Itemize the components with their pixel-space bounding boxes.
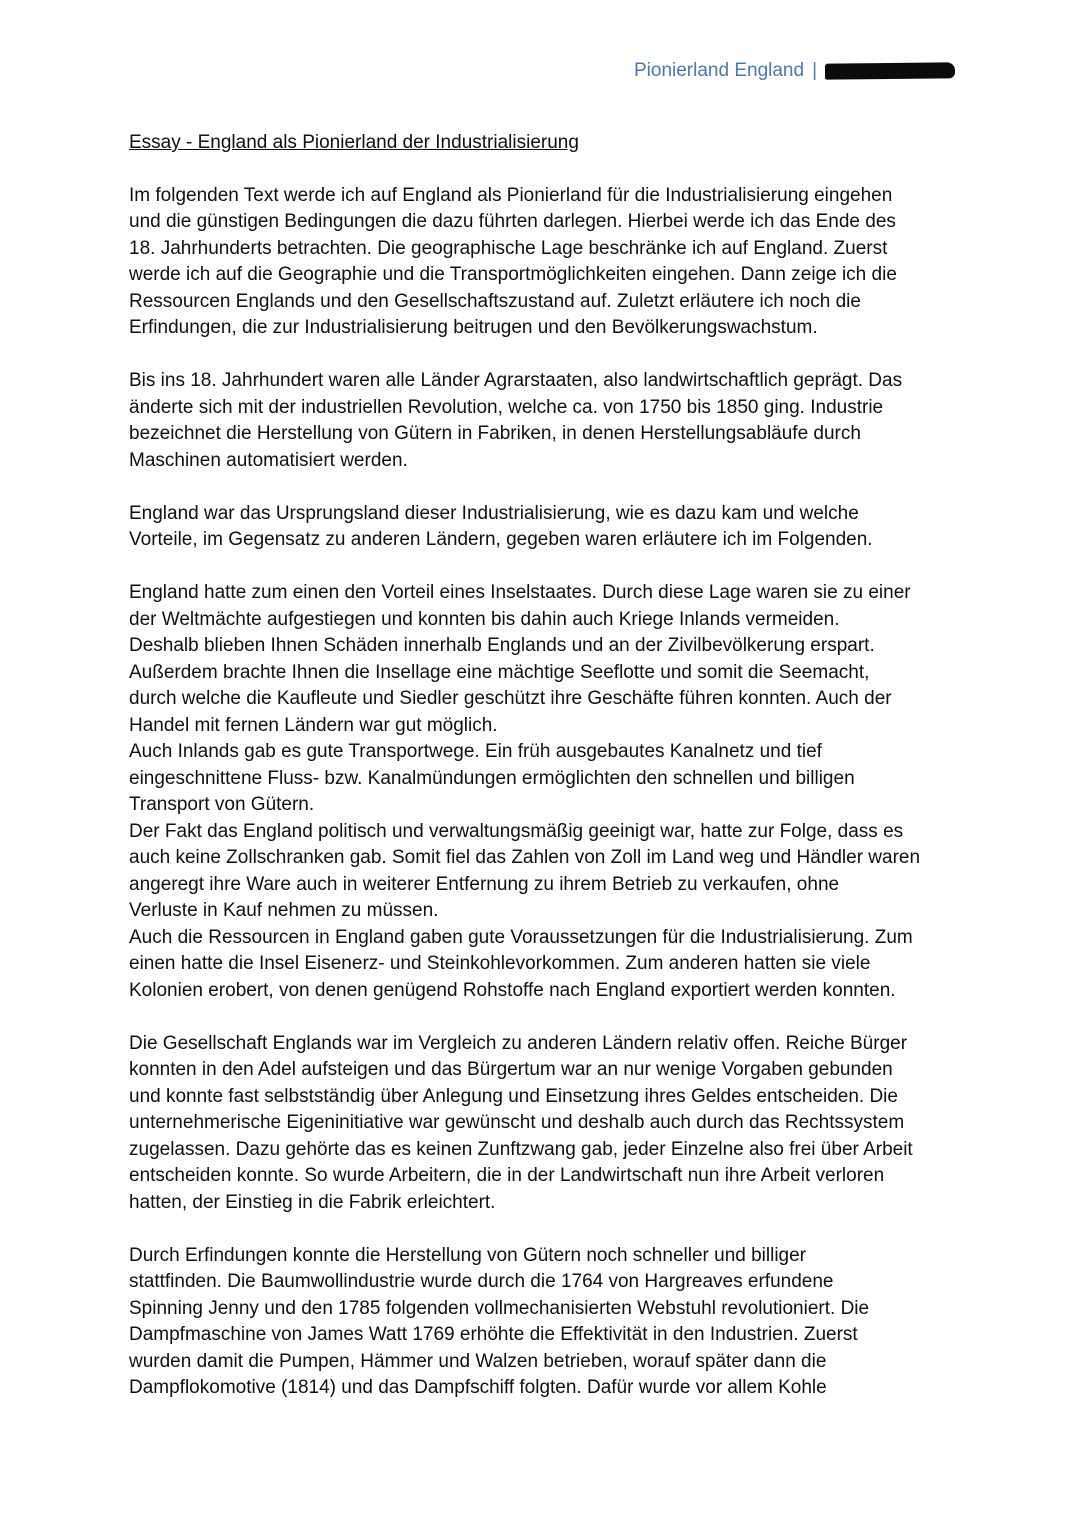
text-line: Außerdem brachte Ihnen die Insellage eine mächtige Seeflotte und somit die Seemacht,: [129, 661, 870, 683]
text-line: England hatte zum einen den Vorteil eines Inselstaates. Durch diese Lage waren sie zu einer: [129, 582, 911, 603]
paragraphs-container: [129, 183, 959, 1402]
text-line: Spinning Jenny und den 1785 folgenden vollmechanisierten Webstuhl revolutioniert. Die: [129, 1297, 870, 1319]
text-line: Bis ins 18. Jahrhundert waren alle Länder Agrarstaaten, also landwirtschaftlich geprägt. Das: [129, 370, 903, 391]
paragraph: [129, 819, 959, 925]
text-line: wurden damit die Pumpen, Hämmer und Walzen betrieben, worauf später dann die: [129, 1350, 827, 1372]
text-line: Durch Erfindungen konnte die Herstellung von Gütern noch schneller und billiger: [129, 1244, 807, 1266]
text-line: Im folgenden Text werde ich auf England als Pionierland für die Industrialisierung eingehen: [129, 184, 893, 206]
text-line: Handel mit fernen Ländern war gut möglich.: [129, 714, 498, 736]
text-line: Transport von Gütern.: [129, 794, 315, 815]
text-line: Verluste in Kauf nehmen zu müssen.: [129, 900, 439, 921]
text-line: Die Gesellschaft Englands war im Vergleich zu anderen Ländern relativ offen. Reiche Bürger: [129, 1032, 908, 1054]
text-line: Der Fakt das England politisch und verwaltungsmäßig geeinigt war, hatte zur Folge, dass es: [129, 820, 904, 842]
paragraph: [129, 580, 959, 739]
text-line: entscheiden konnte. So wurde Arbeitern, die in der Landwirtschaft nun ihre Arbeit verloren: [129, 1165, 885, 1186]
text-line: Ressourcen Englands und den Gesellschaftszustand auf. Zuletzt erläutere ich noch die: [129, 290, 861, 312]
text-line: und die günstigen Bedingungen die dazu führten darlegen. Hierbei werde ich das Ende des: [129, 211, 896, 232]
text-line: Auch Inlands gab es gute Transportwege. Ein früh ausgebautes Kanalnetz und tief: [129, 741, 822, 762]
header-title: Pionierland England: [633, 60, 805, 81]
paragraph: [129, 1031, 959, 1217]
text-line: unternehmerische Eigeninitiative war gewünscht und deshalb auch durch das Rechtssystem: [129, 1112, 905, 1133]
text-line: stattfinden. Die Baumwollindustrie wurde durch die 1764 von Hargreaves erfundene: [129, 1271, 834, 1292]
text-line: änderte sich mit der industriellen Revolution, welche ca. von 1750 bis 1850 ging. Industrie: [129, 396, 884, 418]
text-line: werde ich auf die Geographie und die Transportmöglichkeiten eingehen. Dann zeige ich die: [129, 264, 897, 285]
text-line: Maschinen automatisiert werden.: [129, 449, 408, 471]
text-line: bezeichnet die Herstellung von Gütern in Fabriken, in denen Herstellungsabläufe durch: [129, 423, 861, 444]
page-header: [634, 58, 955, 84]
text-line: einen hatte die Insel Eisenerz- und Steinkohlevorkommen. Zum anderen hatten sie viele: [129, 953, 871, 974]
header-separator: |: [812, 60, 817, 81]
paragraph: [129, 739, 959, 819]
paragraph: [129, 925, 959, 1005]
text-line: Dampflokomotive (1814) und das Dampfschiff folgten. Dafür wurde vor allem Kohle: [129, 1377, 827, 1398]
redaction-mark: [825, 62, 955, 79]
paragraph: [129, 501, 959, 554]
paragraph: [129, 1243, 959, 1402]
paragraph: [129, 183, 959, 342]
text-line: der Weltmächte aufgestiegen und konnten bis dahin auch Kriege Inlands vermeiden.: [129, 608, 840, 630]
text-line: Vorteile, im Gegensatz zu anderen Ländern, gegeben waren erläutere ich im Folgenden.: [129, 529, 873, 550]
text-line: Kolonien erobert, von denen genügend Rohstoffe nach England exportiert werden konnten.: [129, 979, 896, 1001]
text-line: auch keine Zollschranken gab. Somit fiel das Zahlen von Zoll im Land weg und Händler waren: [129, 847, 921, 868]
text-line: Deshalb blieben Ihnen Schäden innerhalb Englands und an der Zivilbevölkerung erspart.: [129, 635, 875, 656]
text-line: England war das Ursprungsland dieser Industrialisierung, wie es dazu kam und welche: [129, 502, 859, 524]
paragraph: [129, 368, 959, 474]
document-title: Essay - England als Pionierland der Industrialisierung: [129, 132, 579, 153]
text-line: zugelassen. Dazu gehörte das es keinen Zunftzwang gab, jeder Einzelne also frei über Arbeit: [129, 1138, 913, 1160]
text-line: Auch die Ressourcen in England gaben gute Voraussetzungen für die Industrialisierung. Zum: [129, 926, 913, 948]
text-line: Dampfmaschine von James Watt 1769 erhöhte die Effektivität in den Industrien. Zuerst: [129, 1324, 858, 1345]
text-line: Erfindungen, die zur Industrialisierung beitrugen und den Bevölkerungswachstum.: [129, 317, 818, 338]
text-line: konnten in den Adel aufsteigen und das Bürgertum war an nur wenige Vorgaben gebunden: [129, 1059, 893, 1080]
text-line: angeregt ihre Ware auch in weiterer Entfernung zu ihrem Betrieb zu verkaufen, ohne: [129, 873, 840, 895]
text-line: 18. Jahrhunderts betrachten. Die geographische Lage beschränke ich auf England. Zuerst: [129, 237, 888, 259]
text-line: und konnte fast selbstständig über Anlegung und Einsetzung ihres Geldes entscheiden. Die: [129, 1085, 898, 1107]
text-line: eingeschnittene Fluss- bzw. Kanalmündungen ermöglichten den schnellen und billigen: [129, 767, 855, 789]
text-line: hatten, der Einstieg in die Fabrik erleichtert.: [129, 1191, 496, 1213]
text-line: durch welche die Kaufleute und Siedler geschützt ihre Geschäfte führen konnten. Auch der: [129, 688, 892, 709]
document-body: [129, 130, 959, 1402]
